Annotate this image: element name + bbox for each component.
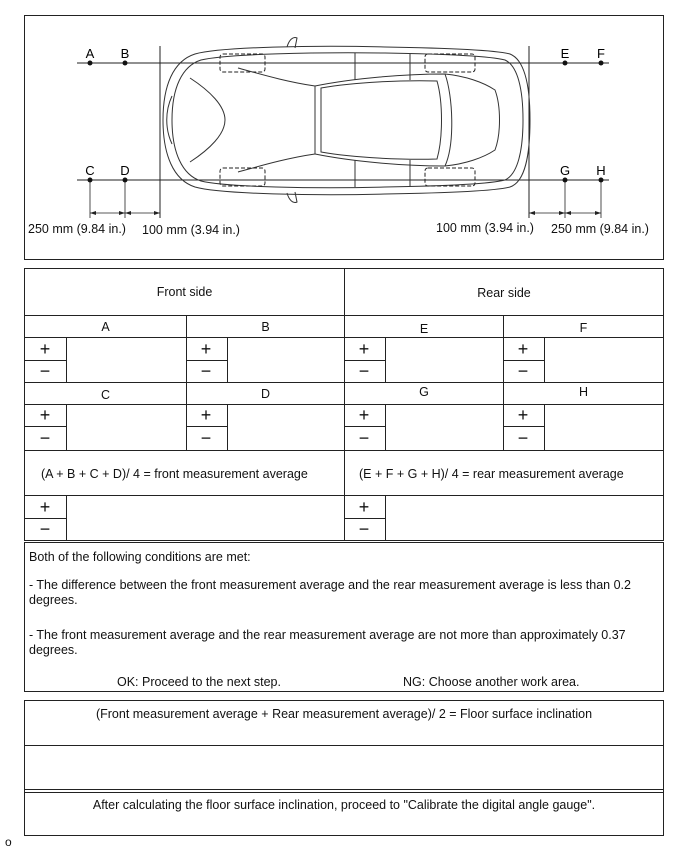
rear-average-formula: (E + F + G + H)/ 4 = rear measurement average	[359, 467, 624, 481]
point-label-b: B	[120, 46, 130, 61]
point-label-e: E	[560, 46, 570, 61]
plus-sign: +	[358, 405, 370, 425]
plus-sign: +	[517, 405, 529, 425]
dim-right-250: 250 mm (9.84 in.)	[551, 222, 649, 236]
inclination-formula: (Front measurement average + Rear measurement average)/ 2 = Floor surface inclination	[95, 707, 593, 721]
inclination-box	[24, 700, 664, 836]
plus-sign: +	[517, 339, 529, 359]
plus-sign: +	[39, 339, 51, 359]
ok-result: OK: Proceed to the next step.	[117, 675, 281, 689]
dim-right-100: 100 mm (3.94 in.)	[436, 221, 534, 235]
plus-sign: +	[39, 405, 51, 425]
rear-side-header: Rear side	[477, 286, 531, 300]
ng-result: NG: Choose another work area.	[403, 675, 580, 689]
conditions-intro: Both of the following conditions are met:	[29, 550, 251, 564]
dim-left-250: 250 mm (9.84 in.)	[28, 222, 126, 236]
col-b-header: B	[261, 320, 270, 334]
col-g-header: G	[419, 385, 429, 399]
minus-sign: −	[39, 361, 51, 381]
col-e-header: E	[419, 322, 429, 336]
conditions-box	[24, 542, 664, 692]
col-c-header: C	[100, 388, 111, 402]
point-label-h: H	[596, 163, 606, 178]
minus-sign: −	[39, 519, 51, 539]
plus-sign: +	[200, 339, 212, 359]
minus-sign: −	[200, 428, 212, 448]
col-a-header: A	[101, 320, 110, 334]
minus-sign: −	[358, 361, 370, 381]
minus-sign: −	[358, 519, 370, 539]
point-label-g: G	[559, 163, 571, 178]
point-label-c: C	[85, 163, 95, 178]
plus-sign: +	[358, 339, 370, 359]
condition-line-2: - The front measurement average and the rear measurement average are not more than approximately 0.37 degrees.	[29, 628, 626, 657]
col-h-header: H	[578, 385, 589, 399]
front-side-header: Front side	[156, 285, 213, 299]
inclination-note: After calculating the floor surface inclination, proceed to "Calibrate the digital angle gauge".	[92, 798, 596, 812]
point-label-f: F	[597, 46, 605, 61]
minus-sign: −	[39, 428, 51, 448]
col-d-header: D	[260, 387, 271, 401]
point-label-a: A	[85, 46, 95, 61]
col-f-header: F	[579, 321, 588, 335]
diagram-frame	[24, 15, 664, 260]
dim-left-100: 100 mm (3.94 in.)	[142, 223, 240, 237]
plus-sign: +	[200, 405, 212, 425]
minus-sign: −	[517, 428, 529, 448]
front-average-formula: (A + B + C + D)/ 4 = front measurement average	[41, 467, 308, 481]
minus-sign: −	[358, 428, 370, 448]
plus-sign: +	[358, 497, 370, 517]
plus-sign: +	[39, 497, 51, 517]
minus-sign: −	[517, 361, 529, 381]
minus-sign: −	[200, 361, 212, 381]
measurement-table	[24, 268, 664, 541]
condition-line-1: - The difference between the front measurement average and the rear measurement average is less than 0.2 degrees.	[29, 578, 631, 607]
point-label-d: D	[120, 163, 130, 178]
footer-mark: o	[5, 835, 12, 849]
